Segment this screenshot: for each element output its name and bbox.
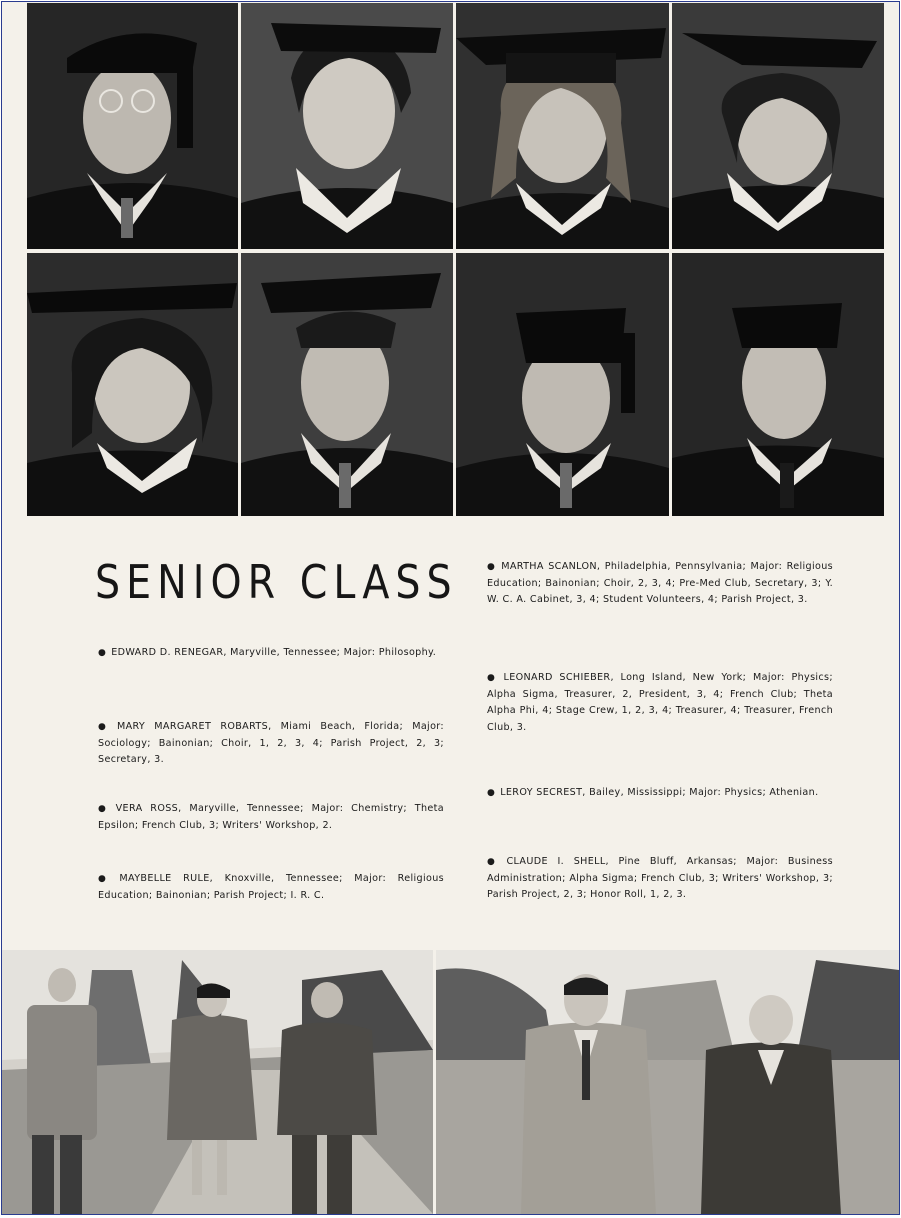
bullet-icon: ● <box>487 562 497 572</box>
senior-entry <box>98 719 444 769</box>
entry-name: CLAUDE I. SHELL <box>506 856 606 867</box>
portrait-photo <box>456 3 669 249</box>
page-title: SENIOR CLASS <box>95 555 458 609</box>
entry-details: , Maryville, Tennessee; Major: Philosophy. <box>223 647 437 658</box>
portrait-photo <box>241 253 453 516</box>
yearbook-page <box>2 2 899 1214</box>
portrait-photo <box>456 253 669 516</box>
candid-photo-conversation <box>436 950 899 1214</box>
portrait-photo <box>27 3 238 249</box>
entry-details: , Philadelphia, Pennsylvania; Major: Religious Education; Bainonian; Choir, 2, 3, 4; Pre-Med Club, Secretary, 3; Y. W. C. A. Cabinet, 3, 4; Student Volunteers, 4; Parish Project, 3. <box>487 561 834 605</box>
entry-name: LEONARD SCHIEBER <box>503 672 611 683</box>
bullet-icon: ● <box>487 788 496 798</box>
bullet-icon: ● <box>98 648 107 658</box>
bullet-icon: ● <box>487 673 499 683</box>
entry-name: EDWARD D. RENEGAR <box>111 647 224 658</box>
bullet-icon: ● <box>98 874 115 884</box>
senior-entry <box>487 670 833 736</box>
candid-photo-walking <box>2 950 433 1214</box>
bullet-icon: ● <box>98 804 111 814</box>
entry-details: , Long Island, New York; Major: Physics; Alpha Sigma, Treasurer, 2, President, 3, 4; French Club; Theta Alpha Phi, 4; Stage Crew, 1, 2, 3, 4; Treasurer, 4; Treasurer, French Club, 3. <box>487 672 833 733</box>
entry-name: MAYBELLE RULE <box>119 873 210 884</box>
portrait-photo <box>672 253 884 516</box>
portrait-photo <box>27 253 238 516</box>
entry-name: MARTHA SCANLON <box>501 561 597 572</box>
senior-entry <box>487 785 833 802</box>
senior-entry <box>98 871 444 904</box>
portrait-photo <box>672 3 884 249</box>
senior-entry <box>487 854 833 904</box>
entry-name: VERA ROSS <box>115 803 179 814</box>
senior-entry <box>487 559 833 609</box>
entry-details: , Bailey, Mississippi; Major: Physics; Athenian. <box>582 787 819 798</box>
senior-entry <box>98 645 444 662</box>
entry-details: , Pine Bluff, Arkansas; Major: Business Administration; Alpha Sigma; French Club, 3; Writers' Workshop, 3; Parish Project, 2, 3; Honor Roll, 1, 2, 3. <box>487 856 833 900</box>
portrait-grid <box>27 3 884 516</box>
senior-entry <box>98 801 444 834</box>
bullet-icon: ● <box>98 722 112 732</box>
entry-details: , Miami Beach, Florida; Major: Sociology; Bainonian; Choir, 1, 2, 3, 4; Parish Project, 2, 3; Secretary, 3. <box>98 721 445 765</box>
entry-name: MARY MARGARET ROBARTS <box>116 721 269 732</box>
entry-details: , Maryville, Tennessee; Major: Chemistry; Theta Epsilon; French Club, 3; Writers' Workshop, 2. <box>98 803 445 831</box>
bullet-icon: ● <box>487 857 502 867</box>
entry-details: , Knoxville, Tennessee; Major: Religious Education; Bainonian; Parish Project; I. R. C. <box>98 873 444 901</box>
entry-name: LEROY SECREST <box>500 787 583 798</box>
portrait-photo <box>241 3 453 249</box>
